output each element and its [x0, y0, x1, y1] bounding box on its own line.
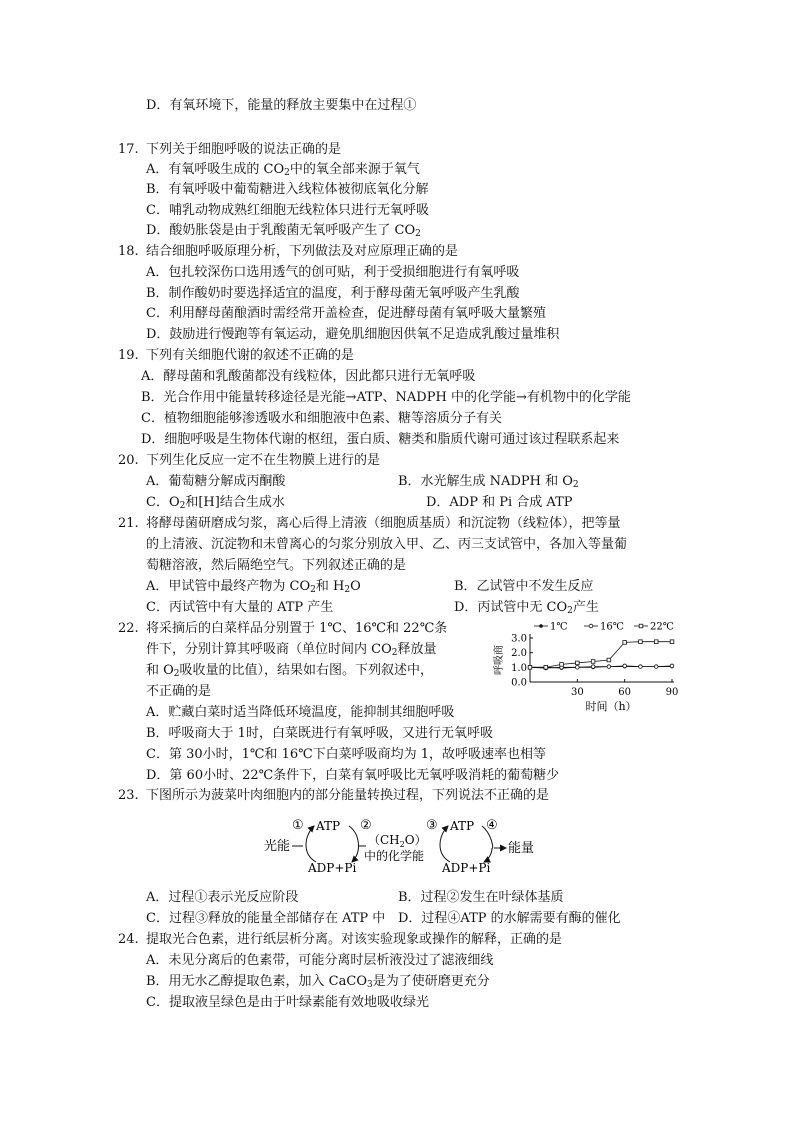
- y-tick-label: 0.0: [511, 677, 527, 689]
- respiratory-quotient-chart: [488, 618, 688, 718]
- q22-stem-line4: 不正确的是: [146, 684, 212, 699]
- q18-option-d: D．鼓励进行慢跑等有氧运动，避免肌细胞因供氧不足造成乳酸过量堆积: [146, 327, 560, 342]
- chemical-energy-label: 中的化学能: [364, 849, 425, 863]
- q17-option-b: B．有氧呼吸中葡萄糖进入线粒体被彻底氧化分解: [146, 182, 429, 197]
- q24-option-a: A．未见分离后的色素带，可能分离时层析液没过了滤液细线: [146, 953, 494, 968]
- data-point-16c: [607, 665, 611, 669]
- process-2-marker: ②: [360, 818, 372, 833]
- data-point-1c: [539, 624, 543, 628]
- process-1-marker: ①: [292, 818, 304, 833]
- q19-option-d: D．细胞呼吸是生物体代谢的枢纽，蛋白质、糖类和脂质代谢可通过该过程联系起来: [141, 432, 620, 447]
- data-point-16c: [654, 665, 658, 669]
- data-point-22c: [607, 658, 611, 662]
- q22-stem-line2: 件下，分别计算其呼吸商（单位时间内 $CO_2$释放量: [146, 642, 437, 658]
- data-point-22c: [623, 641, 627, 645]
- atp-label-right: ATP: [450, 819, 475, 833]
- q22-number: 22.: [118, 621, 139, 636]
- atp-label-left: ATP: [316, 819, 341, 833]
- q24-option-b: B．用无水乙醇提取色素，加入 CaCO$_3$是为了使研磨更充分: [146, 974, 490, 990]
- x-axis-label: 时间（h）: [585, 700, 637, 713]
- q19-option-b: B．光合作用中能量转移途径是光能→ATP、NADPH 中的化学能→有机物中的化学能: [141, 390, 631, 405]
- q22-option-c: C．第 30小时，1℃和 16℃下白菜呼吸商均为 1，故呼吸速率也相等: [146, 747, 547, 762]
- data-point-16c: [576, 666, 580, 670]
- q21-stem-line2: 的上清液、沉淀物和未曾离心的匀浆分别放入甲、乙、丙三支试管中，各加入等量葡: [146, 537, 628, 552]
- q19-option-c: C．植物细胞能够渗透吸水和细胞液中色素、糖等溶质分子有关: [141, 411, 502, 426]
- q22-option-b: B．呼吸商大于 1时，白菜既进行有氧呼吸，又进行无氧呼吸: [146, 726, 493, 741]
- q22-option-d: D．第 60小时、22℃条件下，白菜有氧呼吸比无氧呼吸消耗的葡萄糖少: [146, 768, 560, 783]
- q18-option-a: A．包扎较深伤口选用透气的创可贴，利于受损细胞进行有氧呼吸: [146, 265, 520, 280]
- data-point-22c: [654, 640, 658, 644]
- data-point-16c: [670, 664, 674, 668]
- q19-number: 19.: [118, 348, 139, 363]
- q19-stem: 下列有关细胞代谢的叙述不正确的是: [146, 348, 355, 363]
- data-point-16c: [589, 624, 593, 628]
- adp-label-right: ADP+Pi: [442, 861, 491, 875]
- y-tick-label: 2.0: [511, 648, 527, 660]
- q24-stem: 提取光合色素，进行纸层析分离。对该实验现象或操作的解释，正确的是: [146, 932, 563, 947]
- q21-option-c: C．丙试管中有大量的 ATP 产生: [146, 600, 334, 615]
- q23-option-a: A．过程①表示光反应阶段: [146, 890, 299, 905]
- data-point-22c: [528, 666, 532, 670]
- q20-number: 20.: [118, 453, 139, 468]
- q23-option-b: B．过程②发生在叶绿体基质: [398, 890, 564, 905]
- data-point-16c: [591, 665, 595, 669]
- data-point-16c: [623, 664, 627, 668]
- q18-option-c: C．利用酵母菌酿酒时需经常开盖检查，促进酵母菌有氧呼吸大量繁殖: [146, 306, 546, 321]
- q24-option-c: C．提取液呈绿色是由于叶绿素能有效地吸收绿光: [146, 995, 429, 1010]
- series-line-2: [530, 642, 672, 668]
- data-point-22c: [639, 624, 643, 628]
- chart-svg: [488, 618, 688, 718]
- process-3-marker: ③: [426, 818, 438, 833]
- q17-option-a: A．有氧呼吸生成的 $CO_2$中的氧全部来源于氧气: [146, 162, 420, 178]
- energy-conversion-diagram: [256, 814, 536, 882]
- q20-option-b: B．水光解生成 NADPH 和 $O_2$: [398, 474, 579, 490]
- q21-stem-line3: 萄糖溶液，然后隔绝空气。下列叙述正确的是: [146, 558, 407, 573]
- arrow-atp-to-adp-right: [484, 848, 492, 862]
- q22-stem-line3: 和 $O_2$吸收量的比值），结果如右图。下列叙述中，: [146, 663, 434, 679]
- data-point-16c: [639, 665, 643, 669]
- q22-stem-line1: 将采摘后的白菜样品分别置于 1℃、16℃和 22℃条: [146, 621, 448, 636]
- q23-number: 23.: [118, 788, 139, 803]
- process-4-marker: ④: [486, 818, 498, 833]
- data-point-22c: [591, 660, 595, 664]
- q20-option-c: C．$O_2$和[H]结合生成水: [146, 495, 285, 511]
- legend-label-2: 22℃: [650, 621, 674, 633]
- legend-label-1: 16℃: [600, 621, 624, 633]
- data-point-22c: [576, 661, 580, 665]
- legend-label-0: 1℃: [550, 621, 568, 633]
- light-energy-label: 光能: [264, 839, 291, 854]
- q21-option-a: A．甲试管中最终产物为 $CO_2$和 $H_2O$: [146, 579, 361, 595]
- q21-option-b: B．乙试管中不发生反应: [454, 579, 594, 594]
- ch2o-label: $(CH_2O)$: [368, 833, 427, 849]
- q23-option-c: C．过程③释放的能量全部储存在 ATP 中: [146, 911, 386, 926]
- q21-option-d: D．丙试管中无 $CO_2$产生: [454, 600, 599, 616]
- y-axis-label: 呼吸商: [494, 645, 505, 675]
- q20-option-d: D．ADP 和 Pi 合成 ATP: [426, 495, 573, 510]
- q17-number: 17.: [118, 142, 139, 157]
- q17-option-d: D．酸奶胀袋是由于乳酸菌无氧呼吸产生了 $CO_2$: [146, 223, 421, 239]
- q23-option-d: D．过程④ATP 的水解需要有酶的催化: [398, 911, 621, 926]
- q21-number: 21.: [118, 516, 139, 531]
- q22-option-a: A．贮藏白菜时适当降低环境温度，能抑制其细胞呼吸: [146, 705, 455, 720]
- energy-label: 能量: [508, 841, 535, 856]
- arrow-atp-to-adp-left: [349, 826, 358, 862]
- y-tick-label: 3.0: [511, 633, 527, 645]
- q19-option-a: A．酵母菌和乳酸菌都没有线粒体，因此都只进行无氧呼吸: [141, 369, 476, 384]
- q16-option-d: D．有氧环境下，能量的释放主要集中在过程①: [146, 98, 417, 113]
- y-tick-label: 1.0: [511, 662, 527, 674]
- q20-stem: 下列生化反应一定不在生物膜上进行的是: [146, 453, 381, 468]
- q24-number: 24.: [118, 932, 139, 947]
- data-point-22c: [639, 640, 643, 644]
- x-tick-label: 60: [618, 687, 632, 698]
- arrow-adp-to-atp-right: [440, 826, 450, 862]
- x-tick-label: 90: [665, 687, 679, 698]
- data-point-22c: [560, 663, 564, 667]
- data-point-22c: [670, 640, 674, 644]
- q23-stem: 下图所示为菠菜叶肉细胞内的部分能量转换过程，下列说法不正确的是: [146, 788, 550, 803]
- q17-option-c: C．哺乳动物成熟红细胞无线粒体只进行无氧呼吸: [146, 203, 429, 218]
- data-point-22c: [544, 666, 548, 670]
- x-tick-label: 30: [570, 687, 584, 698]
- q18-number: 18.: [118, 244, 139, 259]
- adp-label-left: ADP+Pi: [308, 861, 357, 875]
- q17-stem: 下列关于细胞呼吸的说法正确的是: [146, 142, 342, 157]
- arrow-adp-to-atp-left: [306, 826, 316, 862]
- q21-stem-line1: 将酵母菌研磨成匀浆，离心后得上清液（细胞质基质）和沉淀物（线粒体），把等量: [146, 516, 621, 531]
- q18-stem: 结合细胞呼吸原理分析，下列做法及对应原理正确的是: [146, 244, 459, 259]
- q18-option-b: B．制作酸奶时要选择适宜的温度，利于酵母菌无氧呼吸产生乳酸: [146, 286, 520, 301]
- q20-option-a: A．葡萄糖分解成丙酮酸: [146, 474, 286, 489]
